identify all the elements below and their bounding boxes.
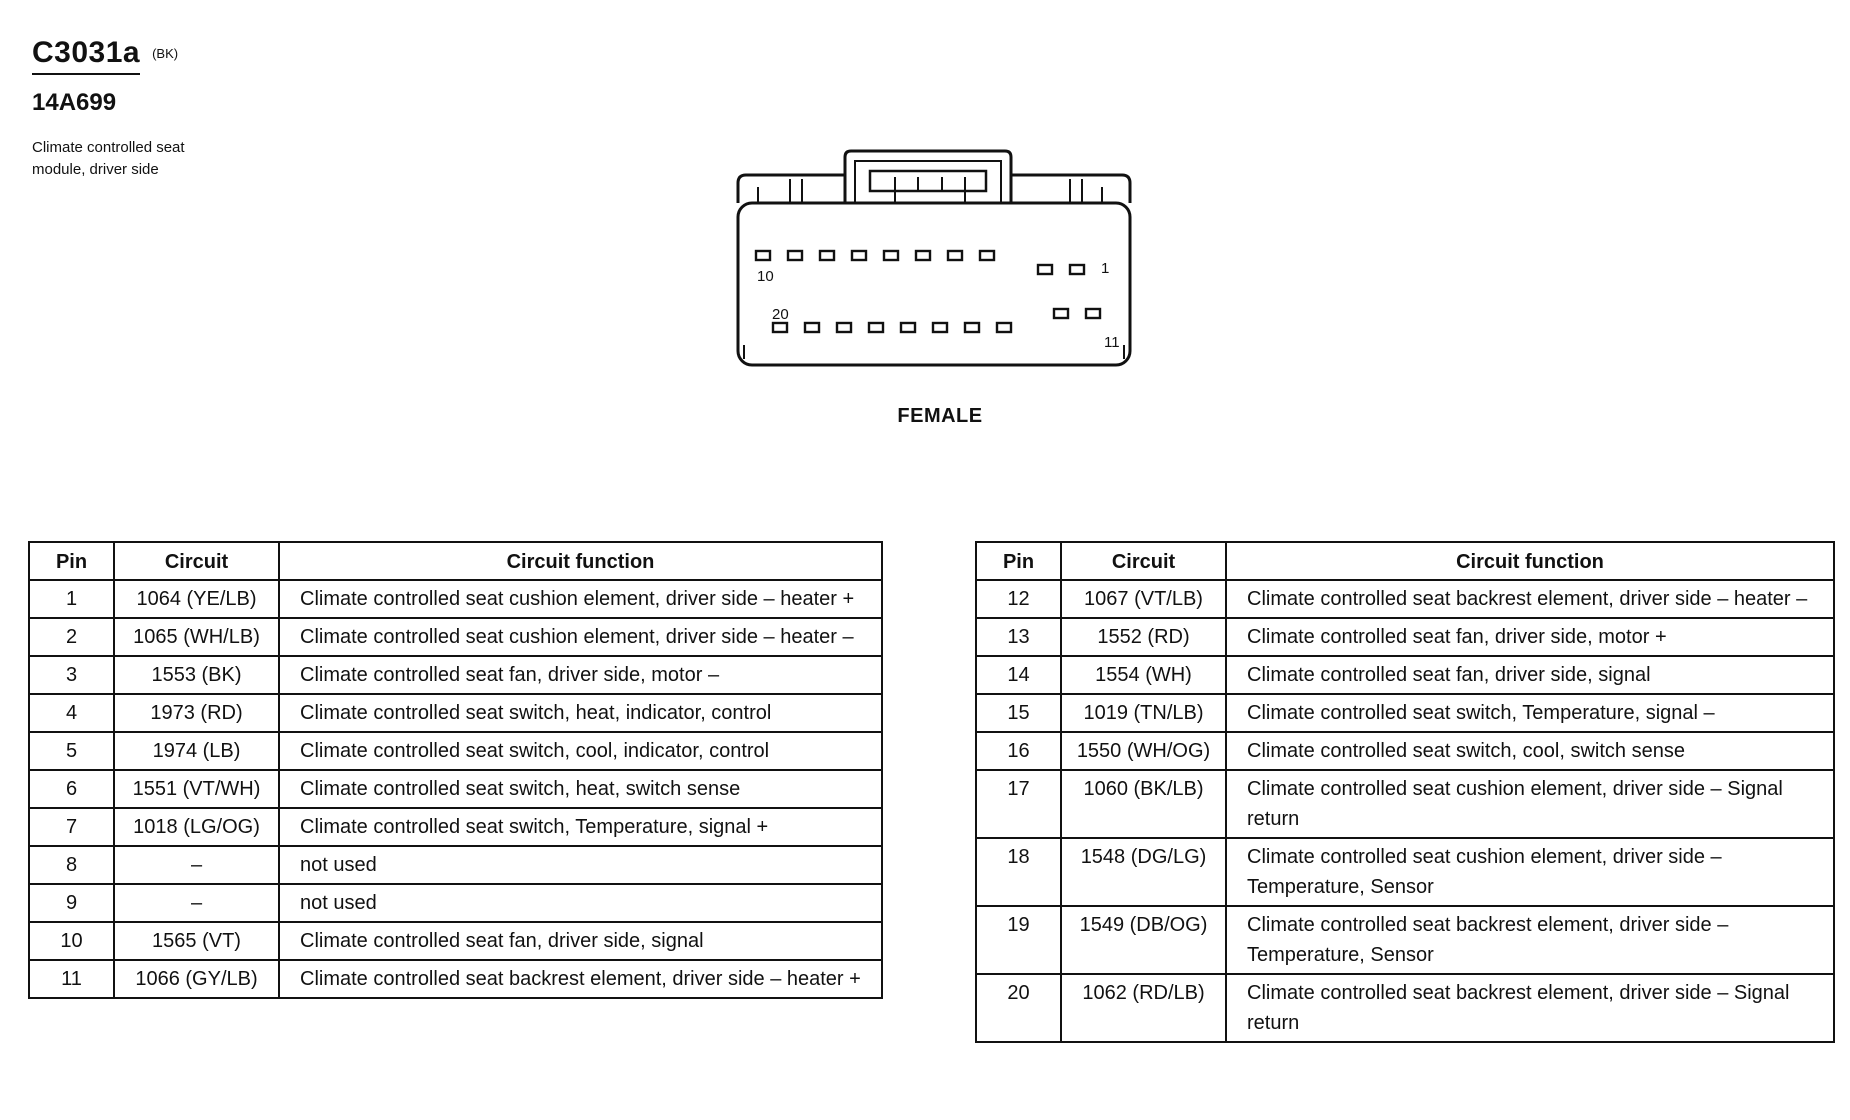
- pin-number: 5: [29, 732, 114, 770]
- circuit-number: 1550 (WH/OG): [1061, 732, 1226, 770]
- circuit-number: –: [114, 884, 279, 922]
- table-row: [976, 732, 1834, 770]
- pin-table-right: [975, 541, 1835, 1043]
- pin-cavity: [756, 251, 770, 260]
- title-block: [32, 36, 192, 181]
- table-row: [976, 580, 1834, 618]
- pin-cavity: [901, 323, 915, 332]
- circuit-function: Climate controlled seat switch, Temperature, signal +: [279, 808, 882, 846]
- circuit-number: 1066 (GY/LB): [114, 960, 279, 998]
- circuit-number: –: [114, 846, 279, 884]
- circuit-number: 1553 (BK): [114, 656, 279, 694]
- table-body: [29, 580, 882, 998]
- pin-number: 4: [29, 694, 114, 732]
- pin-cavity: [1054, 309, 1068, 318]
- connector-body: [738, 203, 1130, 365]
- table-header-row: [976, 542, 1834, 580]
- pin-number: 13: [976, 618, 1061, 656]
- table-body: [976, 580, 1834, 1042]
- circuit-function: Climate controlled seat cushion element, driver side – Signal return: [1226, 770, 1834, 838]
- circuit-function: Climate controlled seat cushion element, driver side – heater –: [279, 618, 882, 656]
- pin-number: 8: [29, 846, 114, 884]
- header-function: Circuit function: [1226, 542, 1834, 580]
- header-circuit: Circuit: [114, 542, 279, 580]
- pin-cavity: [820, 251, 834, 260]
- circuit-function: Climate controlled seat fan, driver side, signal: [1226, 656, 1834, 694]
- circuit-number: 1062 (RD/LB): [1061, 974, 1226, 1042]
- pin-cavity: [1086, 309, 1100, 318]
- pin-number: 15: [976, 694, 1061, 732]
- table-row: [976, 694, 1834, 732]
- pin-number: 9: [29, 884, 114, 922]
- pin-cavity: [788, 251, 802, 260]
- table-row: [29, 656, 882, 694]
- table-row: [29, 694, 882, 732]
- circuit-function: Climate controlled seat fan, driver side, motor +: [1226, 618, 1834, 656]
- gender-label: FEMALE: [897, 405, 983, 427]
- circuit-number: 1018 (LG/OG): [114, 808, 279, 846]
- circuit-function: not used: [279, 884, 882, 922]
- pin-label-10: 10: [757, 268, 774, 285]
- connector-latch-tab: [870, 171, 986, 191]
- pin-cavity: [980, 251, 994, 260]
- connector-id: C3031a: [32, 36, 140, 75]
- circuit-number: 1549 (DB/OG): [1061, 906, 1226, 974]
- part-number: 14A699: [32, 89, 117, 116]
- table-row: [976, 974, 1834, 1042]
- pin-number: 19: [976, 906, 1061, 974]
- circuit-number: 1019 (TN/LB): [1061, 694, 1226, 732]
- table-row: [976, 906, 1834, 974]
- circuit-function: Climate controlled seat switch, heat, switch sense: [279, 770, 882, 808]
- pin-label-20: 20: [772, 306, 789, 323]
- table-row: [976, 838, 1834, 906]
- circuit-function: Climate controlled seat backrest element, driver side – heater +: [279, 960, 882, 998]
- pin-number: 2: [29, 618, 114, 656]
- pin-cavity: [948, 251, 962, 260]
- table-row: [29, 618, 882, 656]
- circuit-number: 1060 (BK/LB): [1061, 770, 1226, 838]
- circuit-function: Climate controlled seat cushion element, driver side – heater +: [279, 580, 882, 618]
- pin-label-11: 11: [1104, 334, 1120, 351]
- circuit-number: 1065 (WH/LB): [114, 618, 279, 656]
- pin-cavity: [852, 251, 866, 260]
- pin-number: 6: [29, 770, 114, 808]
- table-row: [976, 618, 1834, 656]
- table-row: [29, 732, 882, 770]
- circuit-number: 1551 (VT/WH): [114, 770, 279, 808]
- pin-number: 11: [29, 960, 114, 998]
- cavity-row-bottom: [773, 309, 1100, 332]
- table-row: [29, 846, 882, 884]
- pin-cavity: [805, 323, 819, 332]
- table-row: [29, 580, 882, 618]
- table-row: [29, 960, 882, 998]
- table-row: [29, 922, 882, 960]
- pin-number: 14: [976, 656, 1061, 694]
- pin-cavity: [933, 323, 947, 332]
- circuit-number: 1548 (DG/LG): [1061, 838, 1226, 906]
- pin-number: 18: [976, 838, 1061, 906]
- circuit-function: Climate controlled seat switch, cool, switch sense: [1226, 732, 1834, 770]
- pin-cavity: [997, 323, 1011, 332]
- pin-cavity: [1038, 265, 1052, 274]
- circuit-function: Climate controlled seat backrest element, driver side – Temperature, Sensor: [1226, 906, 1834, 974]
- pin-number: 16: [976, 732, 1061, 770]
- circuit-number: 1565 (VT): [114, 922, 279, 960]
- pin-cavity: [869, 323, 883, 332]
- pin-table-left: [28, 541, 883, 999]
- header-pin: Pin: [976, 542, 1061, 580]
- circuit-function: Climate controlled seat backrest element, driver side – heater –: [1226, 580, 1834, 618]
- pin-cavity: [773, 323, 787, 332]
- connector-shoulder: [738, 175, 845, 203]
- connector-description: Climate controlled seat module, driver side: [32, 139, 185, 178]
- pin-cavity: [965, 323, 979, 332]
- cavity-row-top: [756, 251, 1084, 274]
- circuit-function: Climate controlled seat fan, driver side, motor –: [279, 656, 882, 694]
- circuit-function: Climate controlled seat switch, heat, indicator, control: [279, 694, 882, 732]
- circuit-function: Climate controlled seat cushion element, driver side – Temperature, Sensor: [1226, 838, 1834, 906]
- table-row: [976, 656, 1834, 694]
- circuit-number: 1067 (VT/LB): [1061, 580, 1226, 618]
- header-circuit: Circuit: [1061, 542, 1226, 580]
- header-pin: Pin: [29, 542, 114, 580]
- connector-face-diagram: [730, 145, 1150, 395]
- circuit-function: not used: [279, 846, 882, 884]
- table-row: [976, 770, 1834, 838]
- circuit-number: 1974 (LB): [114, 732, 279, 770]
- circuit-number: 1554 (WH): [1061, 656, 1226, 694]
- circuit-function: Climate controlled seat backrest element, driver side – Signal return: [1226, 974, 1834, 1042]
- table-row: [29, 884, 882, 922]
- table-row: [29, 808, 882, 846]
- circuit-function: Climate controlled seat fan, driver side, signal: [279, 922, 882, 960]
- circuit-number: 1552 (RD): [1061, 618, 1226, 656]
- circuit-number: 1064 (YE/LB): [114, 580, 279, 618]
- circuit-number: 1973 (RD): [114, 694, 279, 732]
- table-row: [29, 770, 882, 808]
- pin-number: 1: [29, 580, 114, 618]
- pin-number: 3: [29, 656, 114, 694]
- pin-label-1: 1: [1101, 260, 1110, 277]
- pin-number: 17: [976, 770, 1061, 838]
- connector-latch: [855, 161, 1001, 203]
- pin-cavity: [1070, 265, 1084, 274]
- table-header-row: [29, 542, 882, 580]
- pin-cavity: [884, 251, 898, 260]
- circuit-function: Climate controlled seat switch, cool, indicator, control: [279, 732, 882, 770]
- pin-number: 20: [976, 974, 1061, 1042]
- pin-cavity: [837, 323, 851, 332]
- pin-number: 10: [29, 922, 114, 960]
- pin-number: 12: [976, 580, 1061, 618]
- header-function: Circuit function: [279, 542, 882, 580]
- pin-number: 7: [29, 808, 114, 846]
- connector-color: (BK): [152, 46, 179, 61]
- circuit-function: Climate controlled seat switch, Temperature, signal –: [1226, 694, 1834, 732]
- pin-cavity: [916, 251, 930, 260]
